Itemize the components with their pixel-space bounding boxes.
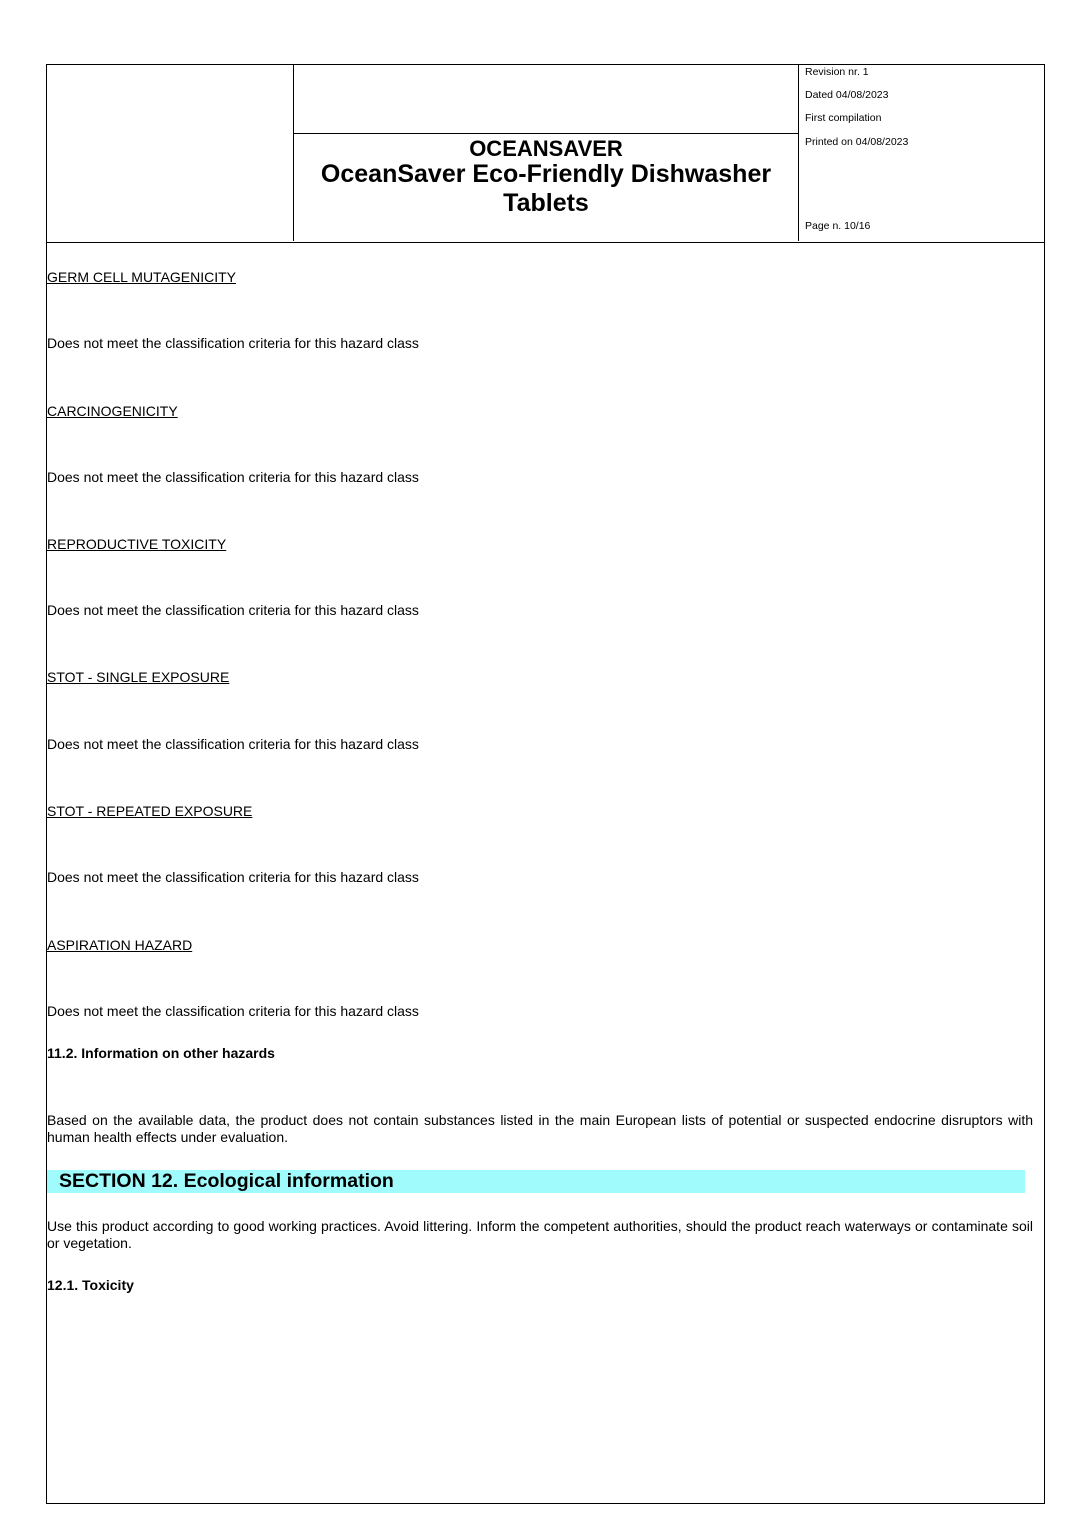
- product-name-line2: Tablets: [503, 189, 589, 217]
- printed-date: Printed on 04/08/2023: [805, 136, 909, 148]
- hazard-text-germ-cell-mutagenicity: Does not meet the classification criteria for this hazard class: [47, 335, 419, 351]
- revision-number: Revision nr. 1: [805, 66, 869, 78]
- hazard-title-aspiration: ASPIRATION HAZARD: [47, 937, 193, 953]
- section-12-banner: [47, 1170, 1025, 1193]
- hazard-title-carcinogenicity: CARCINOGENICITY: [47, 403, 178, 419]
- page-number: Page n. 10/16: [805, 220, 871, 232]
- compilation: First compilation: [805, 112, 882, 124]
- other-hazards-text: Based on the available data, the product does not contain substances listed in the main European lists of potential or suspected endocrine disruptors with human health effects under evaluation.: [47, 1112, 1033, 1145]
- hazard-text-stot-repeated: Does not meet the classification criteria for this hazard class: [47, 869, 419, 885]
- hazard-text-reproductive-toxicity: Does not meet the classification criteria for this hazard class: [47, 602, 419, 618]
- section-12-title: SECTION 12. Ecological information: [59, 1170, 394, 1192]
- logo-area: [46, 64, 294, 241]
- revision-info: [799, 64, 1043, 241]
- title-area-top: [294, 64, 798, 134]
- product-name-line1: OceanSaver Eco-Friendly Dishwasher: [320, 160, 772, 188]
- section-12-intro: Use this product according to good working practices. Avoid littering. Inform the competent authorities, should the product reach waterways or contaminate soil or vegetation.: [47, 1218, 1033, 1251]
- document-header: [46, 64, 1045, 243]
- hazard-title-stot-repeated: STOT - REPEATED EXPOSURE: [47, 803, 253, 819]
- hazard-title-stot-single: STOT - SINGLE EXPOSURE: [47, 669, 230, 685]
- dated: Dated 04/08/2023: [805, 89, 889, 101]
- title-area: [294, 64, 799, 241]
- product-name: [294, 160, 798, 218]
- hazard-title-germ-cell-mutagenicity: GERM CELL MUTAGENICITY: [47, 269, 237, 285]
- hazard-text-stot-single: Does not meet the classification criteria for this hazard class: [47, 736, 419, 752]
- toxicity-title: 12.1. Toxicity: [47, 1277, 134, 1293]
- hazard-title-reproductive-toxicity: REPRODUCTIVE TOXICITY: [47, 536, 227, 552]
- brand-name: OCEANSAVER: [469, 136, 623, 161]
- hazard-text-carcinogenicity: Does not meet the classification criteria for this hazard class: [47, 469, 419, 485]
- hazard-text-aspiration: Does not meet the classification criteria for this hazard class: [47, 1003, 419, 1019]
- other-hazards-title: 11.2. Information on other hazards: [47, 1045, 275, 1061]
